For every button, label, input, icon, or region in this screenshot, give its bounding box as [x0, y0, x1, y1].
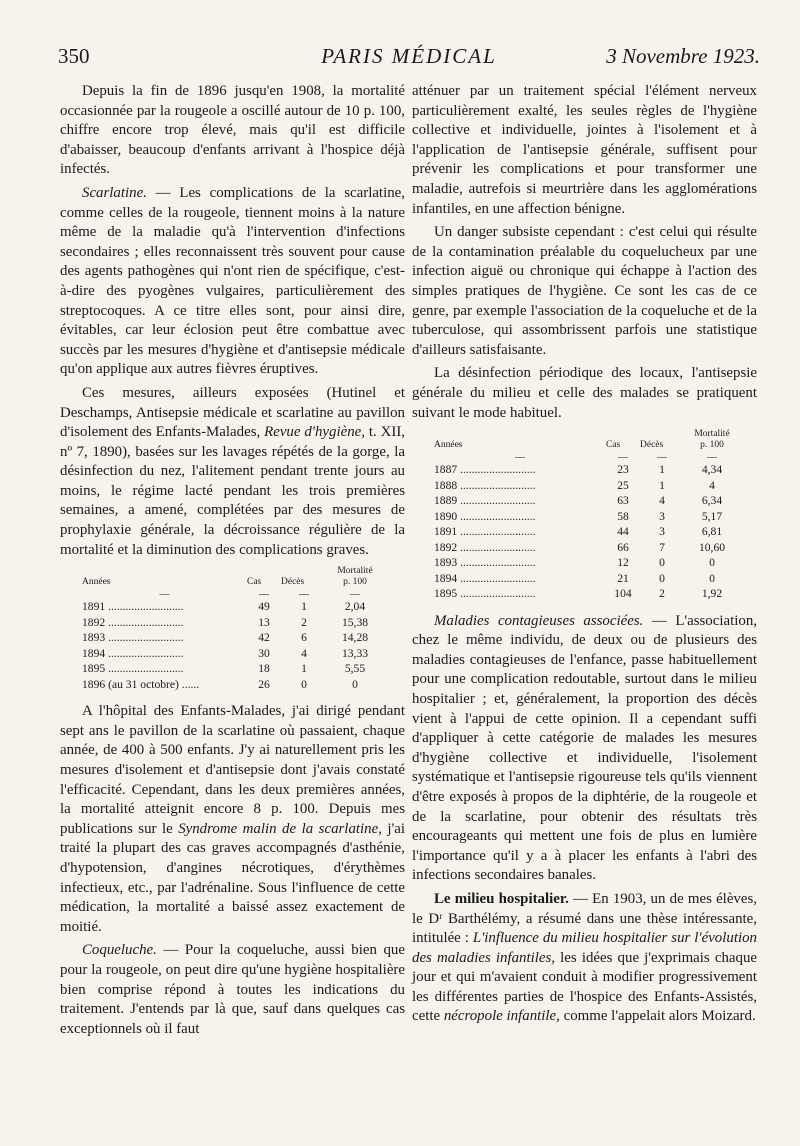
table-row: 1888 .......................... 25 1 4	[434, 478, 715, 492]
section-heading-maladies-associees: Maladies contagieuses associées.	[434, 612, 644, 629]
paragraph-desinfection: La désinfection périodique des locaux, l'antisepsie générale du milieu et celle des malades se pratiquent suivant le mode habituel.	[412, 365, 757, 421]
table-row: 1895 .......................... 104 2 1,92	[434, 587, 723, 601]
paragraph-continuation: atténuer par un traitement spécial l'élément nerveux particulièrement exalté, les seules règles de l'hygiène collective et individuelle, jointes à l'isolement et à l'application de l'antisepsie générale, suffisent pour prévenir les complications et pour transformer une maladie, autrefois si meurtrière dans les agglomérations infantiles, en une affection bénigne.	[412, 83, 757, 217]
col-header-cases: Cas	[606, 440, 621, 451]
col-header-years: Années	[434, 440, 463, 451]
journal-title: PARIS MÉDICAL	[321, 44, 497, 68]
table-row: 1892 .......................... 66 7 10,60	[434, 540, 726, 554]
col-header-cases: Cas	[247, 577, 262, 588]
table-row: 1890 .......................... 58 3 5,17	[434, 509, 723, 523]
table-row: 1889 .......................... 63 4 6,34	[434, 494, 723, 508]
section-heading-coqueluche: Coqueluche.	[82, 942, 157, 959]
paragraph-maladies-associees: Maladies contagieuses associées. — L'association, chez le même individu, de deux ou de plusieurs des maladies contagieuses de l'enfance, passe habituellement pour une complication redoutable, surtout dans le milieu hospitalier ; et, généralement, la proportion des décès vient à l'appui de cette opinion. Il a cependant suffi d'appliquer à cette catégorie de malades les mesures d'hygiène collective et individuelle, l'isolement systématique et l'antisepsie rigoureuse tels qu'ils viennent d'être exposés à propos de la diphtérie, de la rougeole et de la scarlatine, pour obtenir des résultats très encourageants qui mettent une fois de plus en lumière l'importance qu'il y a à placer les enfants à l'abri des infections secondaires banales.	[412, 612, 757, 884]
table-row: 1887 .......................... 23 1 4,34	[434, 463, 723, 477]
table-row: 1896 (au 31 octobre) ...... 26 0 0	[82, 677, 358, 691]
table-row: 1894 .......................... 21 0 0	[434, 571, 715, 585]
publication-title: Syndrome malin de la scarlatine,	[178, 820, 382, 837]
table-row: 1893 .......................... 12 0 0	[434, 556, 715, 570]
scarlatine-statistics-table	[82, 566, 383, 692]
col-header-deaths: Décès	[281, 577, 305, 588]
section-heading-milieu-hospitalier: Le milieu hospitalier.	[434, 890, 569, 907]
page-number: 350	[58, 44, 90, 68]
table-row: 1894 .......................... 30 4 13,33	[82, 646, 369, 660]
table-dash-row: — — — —	[159, 589, 360, 601]
table-row: 1891 .......................... 49 1 2,04	[82, 600, 366, 614]
paragraph-rougeole-mortality: Depuis la fin de 1896 jusqu'en 1908, la mortalité occasionnée par la rougeole a oscillé autour de 10 p. 100, chiffre encore trop élevé, mais qu'il est difficile d'abaisser, beaucoup d'enfants arrivant à l'hospice déjà infectés.	[60, 83, 405, 178]
col-header-years: Années	[82, 577, 111, 588]
table-row: 1893 .......................... 42 6 14,28	[82, 631, 369, 645]
issue-date: 3 Novembre 1923.	[606, 44, 760, 68]
coqueluche-statistics-table	[434, 429, 740, 602]
col-header-deaths: Décès	[640, 440, 664, 451]
col-header-mortality: Mortalité p. 100	[694, 429, 730, 451]
paragraph-mesures: Ces mesures, ailleurs exposées (Hutinel et Deschamps, Antisepsie médicale et scarlatine au pavillon d'isolement des Enfants-Malades, Revue d'hygiène, t. XII, nº 7, 1890), basées sur les lavages répétés de la gorge, la désinfection du nez, l'alitement pendant trente jours au moins, le régime lacté pendant les trois premières semaines, a amené, complétées par des mesures de prophylaxie générale, la décroissance régulière de la mortalité et la diminution des complications graves.	[60, 384, 406, 558]
table-header-row	[82, 566, 383, 591]
paragraph-scarlatine: Scarlatine. — Les complications de la scarlatine, comme celles de la rougeole, tiennent moins à la nature même de la maladie qu'à l'intervention d'infections secondaires ; elles reconnaissent très souvent pour cause des agents pathogènes qui n'ont rien de spécifique, c'est-à-dire des pyogènes vulgaires, particulièrement des streptocoques. A ce titre elles sont, pour ainsi dire, évitables, car leur éclosion peut être combattue avec succès par les mesures d'hygiène et d'antisepsie médicale qu'on applique aux autres fièvres éruptives.	[60, 184, 405, 378]
necropole-term: nécropole infantile,	[443, 1008, 560, 1025]
table-row: 1892 .......................... 13 2 15,38	[82, 615, 369, 629]
thesis-title: L'influence du milieu hospitalier sur l'évolution des maladies infantiles,	[412, 930, 757, 966]
paragraph-coqueluche: Coqueluche. — Pour la coqueluche, aussi bien que pour la rougeole, on peut dire qu'une hygiène hospitalière bien comprise répond à toutes les indications du traitement. J'entends par là que, sauf dans quelques cas exceptionnels où il faut	[60, 942, 405, 1037]
page-header	[58, 44, 760, 74]
table-row: 1891 .......................... 44 3 6,81	[434, 525, 723, 539]
journal-reference: Revue d'hygiène,	[264, 424, 366, 441]
col-header-mortality: Mortalité p. 100	[337, 566, 373, 588]
paragraph-enfants-malades: A l'hôpital des Enfants-Malades, j'ai dirigé pendant sept ans le pavillon de la scarlatine où passaient, chaque année, de 400 à 500 enfants. J'y ai naturellement pris les mesures d'isolement et d'antisepsie dont j'avais constaté l'efficacité. Cependant, dans les deux premières années, la mortalité atteignit encore 8 p. 100. Depuis mes publications sur le Syndrome malin de la scarlatine, j'ai traité la plupart des cas graves accompagnés d'asthénie, d'hypotension, d'angines nécrotiques, d'érythèmes infectieux, etc., par l'adrénaline. Sous l'influence de cette médication, la mortalité a baissé assez exactement de moitié.	[60, 703, 405, 935]
table-row: 1895 .......................... 18 1 5,55	[82, 662, 366, 676]
paragraph-milieu-hospitalier: Le milieu hospitalier. — En 1903, un de mes élèves, le Dʳ Barthélémy, a résumé dans une thèse intéressante, intitulée : L'influence du milieu hospitalier sur l'évolution des maladies infantiles, les idées que j'exprimais chaque jour et qui m'avaient conduit à modifier progressivement les différentes parties de l'hospice des Enfants-Assistés, cette nécropole infantile, comme l'appelait alors Moizard.	[412, 890, 758, 1025]
section-heading-scarlatine: Scarlatine.	[82, 184, 147, 201]
table-dash-row: — — — —	[515, 452, 717, 464]
right-column	[412, 82, 757, 1031]
paragraph-danger: Un danger subsiste cependant : c'est celui qui résulte de la contamination préalable du coquelucheux par une infection aiguë ou chronique qui échappe à l'action des simples pratiques de l'hygiène. Ce sont les cas de ce genre, par exemple l'association de la coqueluche et de la tuberculose, qui assombrissent parfois une statistique d'ailleurs satisfaisante.	[412, 224, 757, 358]
left-column	[60, 82, 405, 1043]
table-header-row	[434, 429, 740, 454]
